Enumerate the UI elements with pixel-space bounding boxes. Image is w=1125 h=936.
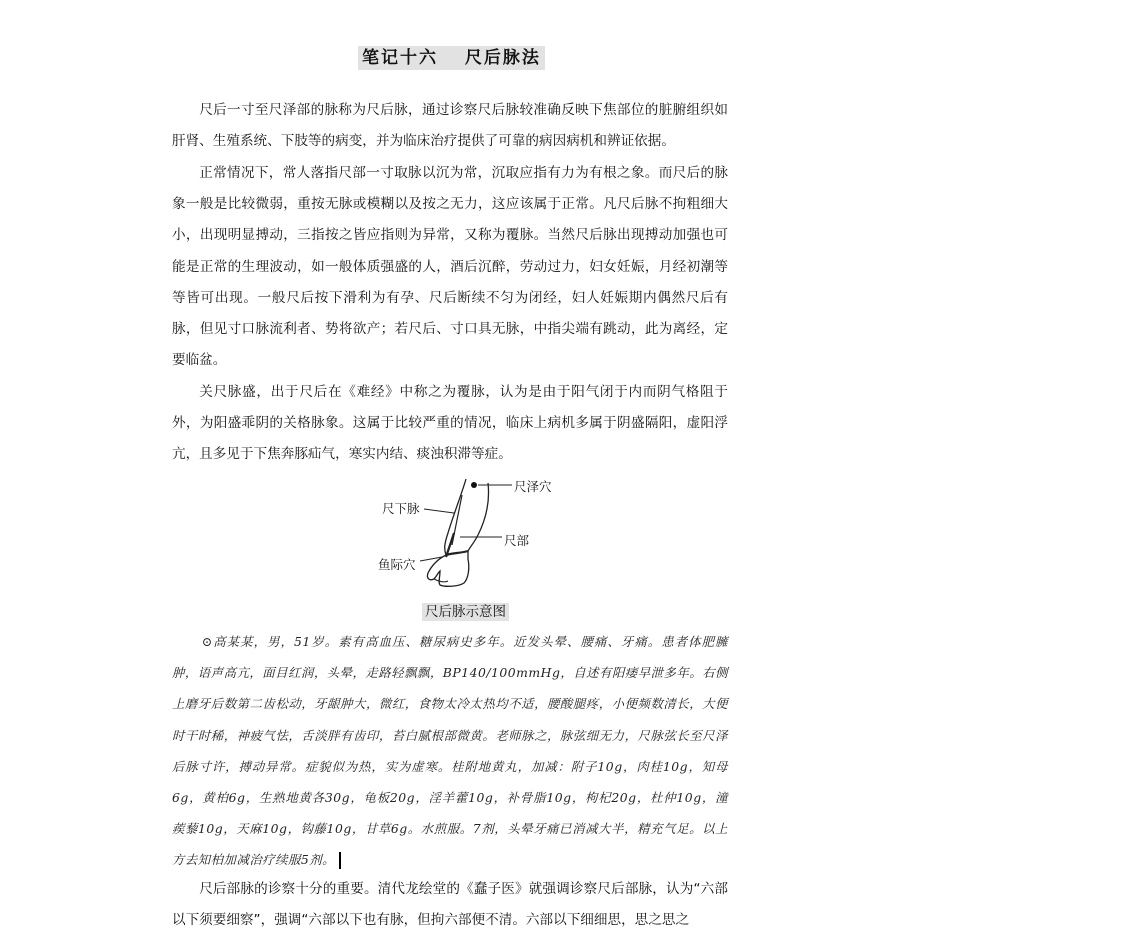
case-record-text: ⊙高某某，男，51岁。素有高血压、糖尿病史多年。近发头晕、腰痛、牙痛。患者体肥臃肿，语声高亢，面目红润，头晕，走路轻飘飘，BP140/100mmHg，自述有阳痿早泄多年。右侧上磨牙后数第二齿松动，牙龈肿大，微红，食物太冷太热均不适，腰酸腿疼，小便频数清长，大便时干时稀，神疲气怯，舌淡胖有齿印，苔白腻根部微黄。老师脉之，脉弦细无力，尺脉弦长至尺泽后脉寸许，搏动异常。症貌似为热，实为虚寒。桂附地黄丸，加减：附子10g，肉桂10g，知母6g，黄柏6g，生熟地黄各30g，龟板20g，淫羊藿10g，补骨脂10g，枸杞20g，杜仲10g，潼蒺藜10g，天麻10g，钩藤10g，甘草6g。水煎服。7剂，头晕牙痛已消减大半，精充气足。以上方去知柏加减治疗续服5剂。: [172, 634, 728, 868]
label-chibu: 尺部: [504, 533, 530, 548]
page-title: 笔记十六 尺后脉法: [358, 46, 545, 70]
figure-caption-wrap: [422, 600, 509, 620]
paragraph-guanchi: 关尺脉盛，出于尺后在《难经》中称之为覆脉，认为是由于阳气闭于内而阴气格阻于外，为阳盛乖阴的关格脉象。这属于比较严重的情况，临床上病机多属于阴盛隔阳，虚阳浮亢，且多见于下焦奔豚疝气，寒实内结、痰浊积滞等症。: [172, 384, 728, 463]
paragraph-importance: 尺后部脉的诊察十分的重要。清代龙绘堂的《蠢子医》就强调诊察尺后部脉，认为“六部以下须要细察”，强调“六部以下也有脉，但拘六部便不清。六部以下细细思，思之思之: [172, 881, 728, 929]
wrist-line: [446, 551, 468, 555]
paragraph-intro: 尺后一寸至尺泽部的脉称为尺后脉，通过诊察尺后脉较准确反映下焦部位的脏腑组织如肝肾、生殖系统、下肢等的病变，并为临床治疗提供了可靠的病因病机和辨证依据。: [172, 102, 728, 150]
thumb-crease: [434, 579, 448, 582]
paragraph-normal-pulse: 正常情况下，常人落指尺部一寸取脉以沉为常，沉取应指有力为有根之象。而尺后的脉象一般是比较微弱，重按无脉或模糊以及按之无力，这应该属于正常。凡尺后脉不拘粗细大小，出现明显搏动，三指按之皆应指则为异常，又称为覆脉。当然尺后脉出现搏动加强也可能是正常的生理波动，如一般体质强盛的人，酒后沉醉，劳动过力，妇女妊娠，月经初潮等等皆可出现。一般尺后按下滑利为有孕、尺后断续不匀为闭经，妇人妊娠期内偶然尺后有脉，但见寸口脉流利者、势将欲产；若尺后、寸口具无脉，中指尖端有跳动，此为离经，定要临盆。: [172, 165, 728, 369]
chixia-leader-line: [424, 509, 454, 513]
label-chixia-pulse: 尺下脉: [382, 501, 420, 516]
label-yuji-acupoint: 鱼际穴: [378, 557, 416, 572]
chihou-pulse-diagram: [374, 473, 564, 591]
hand-outline: [427, 551, 468, 586]
text-cursor: [339, 852, 341, 869]
forearm-inner-edge: [468, 483, 489, 551]
chize-point-marker: [471, 482, 477, 488]
page-title-wrap: [358, 43, 545, 68]
forearm-outer-edge: [445, 479, 466, 555]
figure-caption: 尺后脉示意图: [422, 603, 509, 621]
label-chize-acupoint: 尺泽穴: [514, 479, 552, 494]
case-record-paragraph: [172, 626, 728, 876]
